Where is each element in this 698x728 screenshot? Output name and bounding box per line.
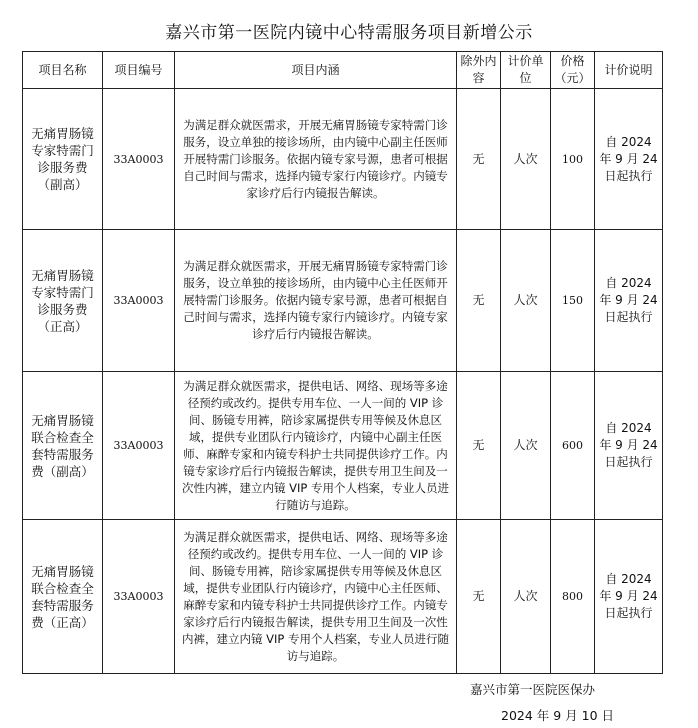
header-price: 价格（元）	[551, 52, 595, 89]
exclude-cell: 无	[457, 520, 501, 674]
exclude-cell: 无	[457, 89, 501, 230]
service-items-table	[22, 51, 663, 674]
header-note: 计价说明	[595, 52, 663, 89]
price-cell: 600	[551, 372, 595, 520]
note-cell: 自 2024 年 9 月 24 日起执行	[595, 230, 663, 372]
exclude-cell: 无	[457, 372, 501, 520]
price-cell: 800	[551, 520, 595, 674]
item-code-cell: 33A0003	[103, 520, 175, 674]
page-title: 嘉兴市第一医院内镜中心特需服务项目新增公示	[165, 23, 533, 43]
note-cell: 自 2024 年 9 月 24 日起执行	[595, 372, 663, 520]
item-code-cell: 33A0003	[103, 89, 175, 230]
item-content-cell: 为满足群众就医需求，提供电话、网络、现场等多途径预约或改约。提供专用车位、一人一间的 VIP 诊间、肠镜专用裤，陪诊家属提供专用等候及休息区域，提供专业团队行内镜诊疗，内镜中心主任医师、麻醉专家和内镜专科护士共同提供诊疗工作。内镜专家诊疗后行内镜报告解读，提供专用卫生间及一次性内裤，建立内镜 VIP 专用个人档案，专业人员进行随访与追踪。	[175, 520, 457, 674]
header-item-content: 项目内涵	[175, 52, 457, 89]
item-name-cell: 无痛胃肠镜联合检查全套特需服务费（正高）	[23, 520, 103, 674]
header-exclude: 除外内容	[457, 52, 501, 89]
item-name-cell: 无痛胃肠镜联合检查全套特需服务费（副高）	[23, 372, 103, 520]
issuer-signature: 嘉兴市第一医院医保办	[470, 682, 596, 697]
header-item-name: 项目名称	[23, 52, 103, 89]
unit-cell: 人次	[501, 89, 551, 230]
note-cell: 自 2024 年 9 月 24 日起执行	[595, 89, 663, 230]
issue-date: 2024 年 9 月 10 日	[501, 708, 615, 723]
note-cell: 自 2024 年 9 月 24 日起执行	[595, 520, 663, 674]
item-code-cell: 33A0003	[103, 372, 175, 520]
table-row	[23, 89, 663, 230]
item-code-cell: 33A0003	[103, 230, 175, 372]
header-item-code: 项目编号	[103, 52, 175, 89]
unit-cell: 人次	[501, 230, 551, 372]
header-unit: 计价单位	[501, 52, 551, 89]
table-row	[23, 372, 663, 520]
price-cell: 150	[551, 230, 595, 372]
item-content-cell: 为满足群众就医需求，提供电话、网络、现场等多途径预约或改约。提供专用车位、一人一间的 VIP 诊间、肠镜专用裤，陪诊家属提供专用等候及休息区域，提供专业团队行内镜诊疗，内镜中心副主任医师、麻醉专家和内镜专科护士共同提供诊疗工作。内镜专家诊疗后行内镜报告解读，提供专用卫生间及一次性内裤，建立内镜 VIP 专用个人档案，专业人员进行随访与追踪。	[175, 372, 457, 520]
item-name-cell: 无痛胃肠镜专家特需门诊服务费（正高）	[23, 230, 103, 372]
exclude-cell: 无	[457, 230, 501, 372]
item-content-cell: 为满足群众就医需求，开展无痛胃肠镜专家特需门诊服务，设立单独的接诊场所，由内镜中心副主任医师开展特需门诊服务。依据内镜专家号源，患者可根据自己时间与需求，选择内镜专家行内镜诊疗。内镜专家诊疗后行内镜报告解读。	[175, 89, 457, 230]
table-row	[23, 520, 663, 674]
item-name-cell: 无痛胃肠镜专家特需门诊服务费（副高）	[23, 89, 103, 230]
table-header-row	[23, 52, 663, 89]
unit-cell: 人次	[501, 372, 551, 520]
price-cell: 100	[551, 89, 595, 230]
item-content-cell: 为满足群众就医需求，开展无痛胃肠镜专家特需门诊服务，设立单独的接诊场所，由内镜中心主任医师开展特需门诊服务。依据内镜专家号源，患者可根据自己时间与需求，选择内镜专家行内镜诊疗。内镜专家诊疗后行内镜报告解读。	[175, 230, 457, 372]
table-row	[23, 230, 663, 372]
unit-cell: 人次	[501, 520, 551, 674]
